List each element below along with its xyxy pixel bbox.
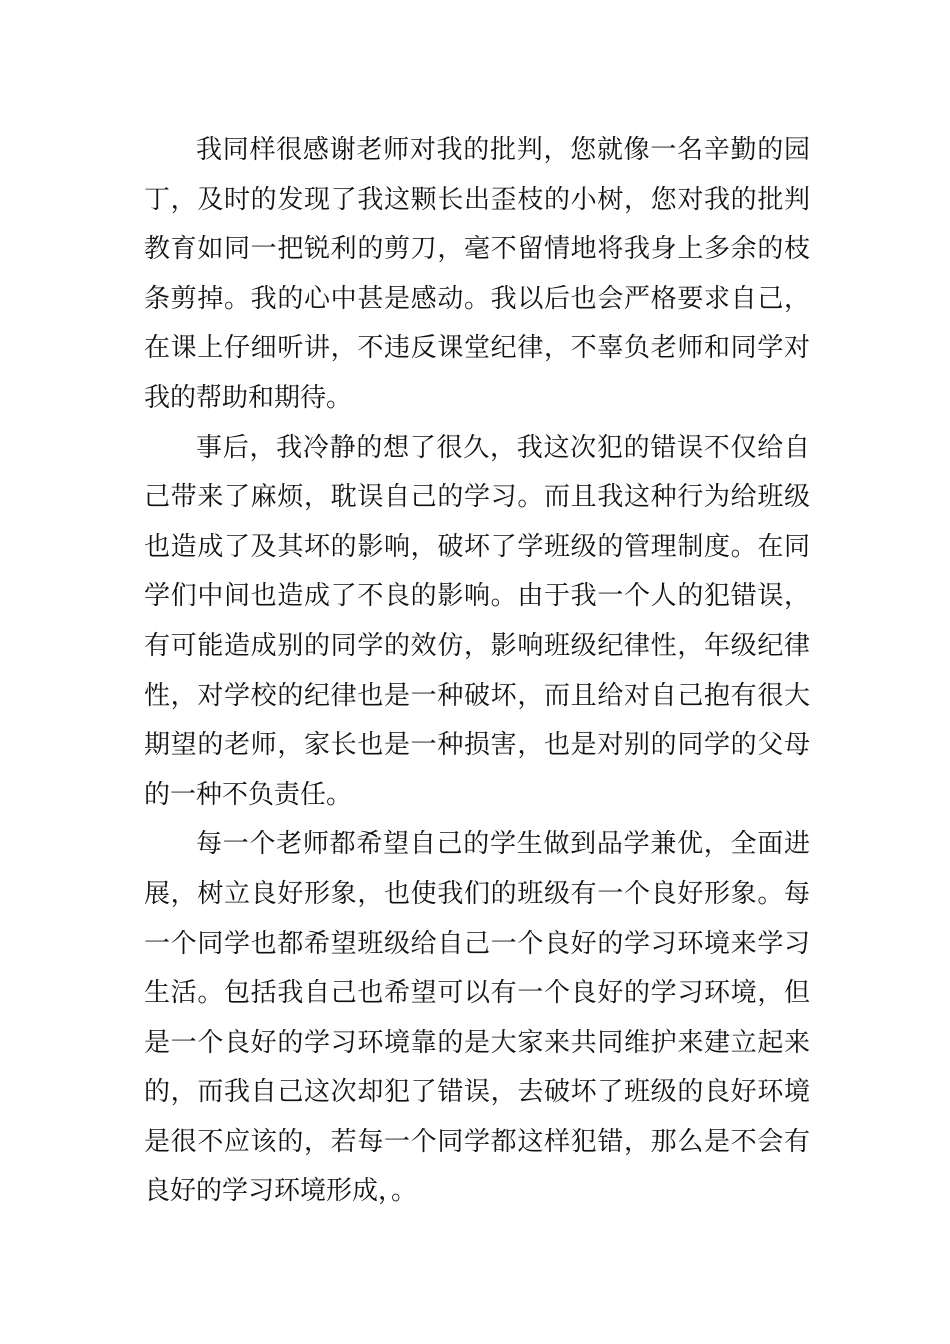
paragraph-3-line-7: 是很不应该的，若每一个同学都这样犯错，那么是不会有 xyxy=(144,1126,810,1157)
document-body xyxy=(144,126,810,1217)
paragraph-1-line-4: 条剪掉。我的心中甚是感动。我以后也会严格要求自己， xyxy=(144,283,810,314)
paragraph-3-line-8: 良好的学习环境形成，。 xyxy=(144,1176,418,1207)
paragraph-3-line-4: 生活。包括我自己也希望可以有一个良好的学习环境，但 xyxy=(144,978,810,1009)
paragraph-1-line-3: 教育如同一把锐利的剪刀，毫不留情地将我身上多余的枝 xyxy=(144,234,810,265)
paragraph-1-line-5: 在课上仔细听讲，不违反课堂纪律，不辜负老师和同学对 xyxy=(144,333,810,364)
paragraph-2-line-6: 性，对学校的纪律也是一种破坏，而且给对自己抱有很大 xyxy=(144,680,810,711)
paragraph-1-line-2: 丁，及时的发现了我这颗长出歪枝的小树，您对我的批判 xyxy=(144,184,810,215)
paragraph-3-line-2: 展，树立良好形象，也使我们的班级有一个良好形象。每 xyxy=(144,878,810,909)
paragraph-3-line-3: 一个同学也都希望班级给自己一个良好的学习环境来学习 xyxy=(144,928,810,959)
paragraph-2-line-7: 期望的老师，家长也是一种损害，也是对别的同学的父母 xyxy=(144,730,810,761)
paragraph-2-line-1: 事后，我冷静的想了很久，我这次犯的错误不仅给自 xyxy=(196,432,810,463)
paragraph-2-line-8: 的一种不负责任。 xyxy=(144,779,353,810)
paragraph-2-line-3: 也造成了及其坏的影响，破坏了学班级的管理制度。在同 xyxy=(144,531,810,562)
paragraph-3-line-6: 的，而我自己这次却犯了错误，去破坏了班级的良好环境 xyxy=(144,1077,810,1108)
paragraph-2-line-4: 学们中间也造成了不良的影响。由于我一个人的犯错误， xyxy=(144,581,810,612)
paragraph-3-line-1: 每一个老师都希望自己的学生做到品学兼优，全面进 xyxy=(196,829,810,860)
paragraph-2-line-2: 己带来了麻烦，耽误自己的学习。而且我这种行为给班级 xyxy=(144,482,810,513)
paragraph-3-line-5: 是一个良好的学习环境靠的是大家来共同维护来建立起来 xyxy=(144,1027,810,1058)
paragraph-1-line-1: 我同样很感谢老师对我的批判，您就像一名辛勤的园 xyxy=(196,135,810,165)
paragraph-1-line-6: 我的帮助和期待。 xyxy=(144,382,353,413)
paragraph-2-line-5: 有可能造成别的同学的效仿，影响班级纪律性，年级纪律 xyxy=(144,630,810,661)
